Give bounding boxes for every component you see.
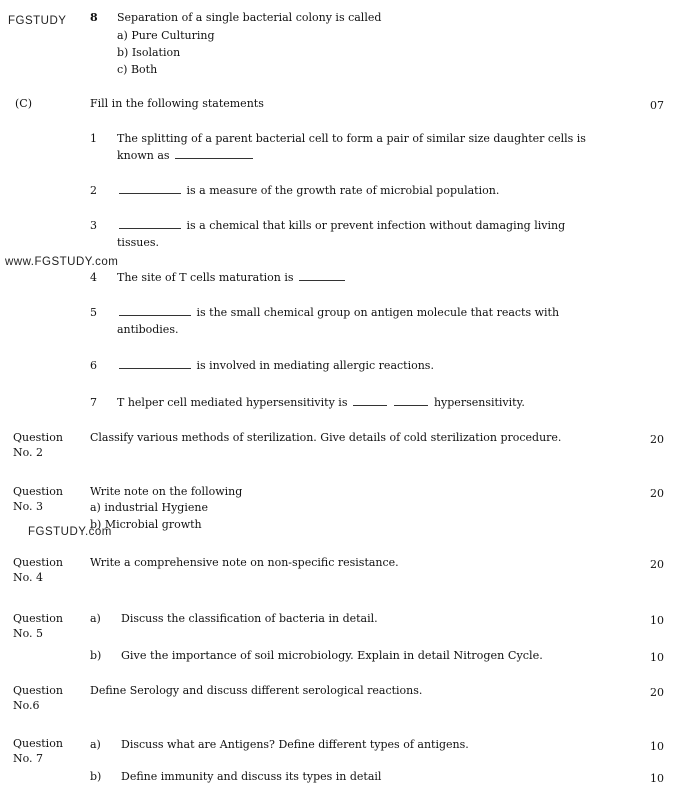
- fill-blank[interactable]: [299, 280, 345, 281]
- question-4-text: Write a comprehensive note on non-specific resistance.: [90, 556, 399, 569]
- item-5-line1: is the small chemical group on antigen molecule that reacts with: [196, 306, 560, 319]
- fill-blank[interactable]: [119, 193, 181, 194]
- question-5-part-a-marks: 10: [650, 614, 664, 627]
- item-number: 2: [90, 184, 97, 197]
- item-7-before: T helper cell mediated hypersensitivity is: [117, 396, 348, 409]
- item-3-line2: tissues.: [117, 236, 159, 249]
- mcq8-question: Separation of a single bacterial colony is called: [117, 11, 382, 24]
- mcq8-option-b: b) Isolation: [117, 46, 181, 59]
- item-3-line1: is a chemical that kills or prevent infection without damaging living: [186, 219, 566, 232]
- question-3-part-a: a) industrial Hygiene: [90, 501, 208, 514]
- item-1-line2-wrap: [117, 149, 255, 163]
- question-6-text: Define Serology and discuss different serological reactions.: [90, 684, 423, 697]
- item-7-line: [117, 396, 525, 410]
- question-2-marks: 20: [650, 433, 664, 446]
- item-6-line: [117, 359, 434, 373]
- question-3-text: Write note on the following: [90, 485, 243, 498]
- question-7-part-a-text: Discuss what are Antigens? Define different types of antigens.: [121, 738, 469, 751]
- item-2-text: is a measure of the growth rate of microbial population.: [186, 184, 500, 197]
- fill-blank[interactable]: [353, 405, 387, 406]
- item-number: 1: [90, 132, 97, 145]
- question-label: Question No. 5: [13, 612, 63, 640]
- question-4-marks: 20: [650, 558, 664, 571]
- question-5-part-b-tag: b): [90, 649, 102, 662]
- fill-blank[interactable]: [119, 315, 191, 316]
- item-2-line: [117, 184, 499, 198]
- watermark-middle: www.FGSTUDY.com: [5, 256, 119, 268]
- item-number: 5: [90, 306, 97, 319]
- item-5-line2: antibodies.: [117, 323, 179, 336]
- watermark-lower: FGSTUDY.com: [28, 526, 112, 538]
- question-3-marks: 20: [650, 487, 664, 500]
- item-7-after: hypersensitivity.: [433, 396, 525, 409]
- fill-blank[interactable]: [175, 158, 253, 159]
- question-5-part-b-marks: 10: [650, 651, 664, 664]
- question-6-marks: 20: [650, 686, 664, 699]
- item-1-line1: The splitting of a parent bacterial cell to form a pair of similar size daughter cells is: [117, 132, 586, 145]
- fill-blank[interactable]: [119, 368, 191, 369]
- fill-blank[interactable]: [119, 228, 181, 229]
- question-2-text: Classify various methods of sterilization. Give details of cold sterilization procedure.: [90, 431, 562, 444]
- question-label: Question No. 7: [13, 737, 63, 765]
- item-3-line: [117, 219, 565, 233]
- item-number: 7: [90, 396, 97, 409]
- question-7-part-b-tag: b): [90, 770, 102, 783]
- question-label: Question No. 4: [13, 556, 63, 584]
- question-7-part-b-marks: 10: [650, 772, 664, 785]
- item-1-line2: known as: [117, 149, 170, 162]
- item-number: 4: [90, 271, 97, 284]
- fill-blank[interactable]: [394, 405, 428, 406]
- question-label: Question No. 3: [13, 485, 63, 513]
- item-4-text: The site of T cells maturation is: [117, 271, 294, 284]
- item-6-text: is involved in mediating allergic reactions.: [196, 359, 434, 372]
- question-5-part-b-text: Give the importance of soil microbiology. Explain in detail Nitrogen Cycle.: [121, 649, 543, 662]
- question-5-part-a-tag: a): [90, 612, 101, 625]
- question-7-part-b-text: Define immunity and discuss its types in detail: [121, 770, 382, 783]
- question-5-part-a-text: Discuss the classification of bacteria in detail.: [121, 612, 378, 625]
- mcq8-option-a: a) Pure Culturing: [117, 29, 215, 42]
- section-c-title: Fill in the following statements: [90, 97, 264, 110]
- mcq8-option-c: c) Both: [117, 63, 158, 76]
- question-label: Question No.6: [13, 684, 63, 712]
- item-4-line: [117, 271, 347, 285]
- item-number: 3: [90, 219, 97, 232]
- section-c-marks: 07: [650, 99, 664, 112]
- question-label: Question No. 2: [13, 431, 63, 459]
- question-3-part-b: b) Microbial growth: [90, 518, 202, 531]
- question-7-part-a-marks: 10: [650, 740, 664, 753]
- item-5-line: [117, 306, 559, 320]
- item-number: 6: [90, 359, 97, 372]
- question-7-part-a-tag: a): [90, 738, 101, 751]
- mcq8-number: 8: [90, 11, 98, 24]
- watermark-top: FGSTUDY: [8, 15, 67, 27]
- section-c-label: (C): [15, 97, 32, 110]
